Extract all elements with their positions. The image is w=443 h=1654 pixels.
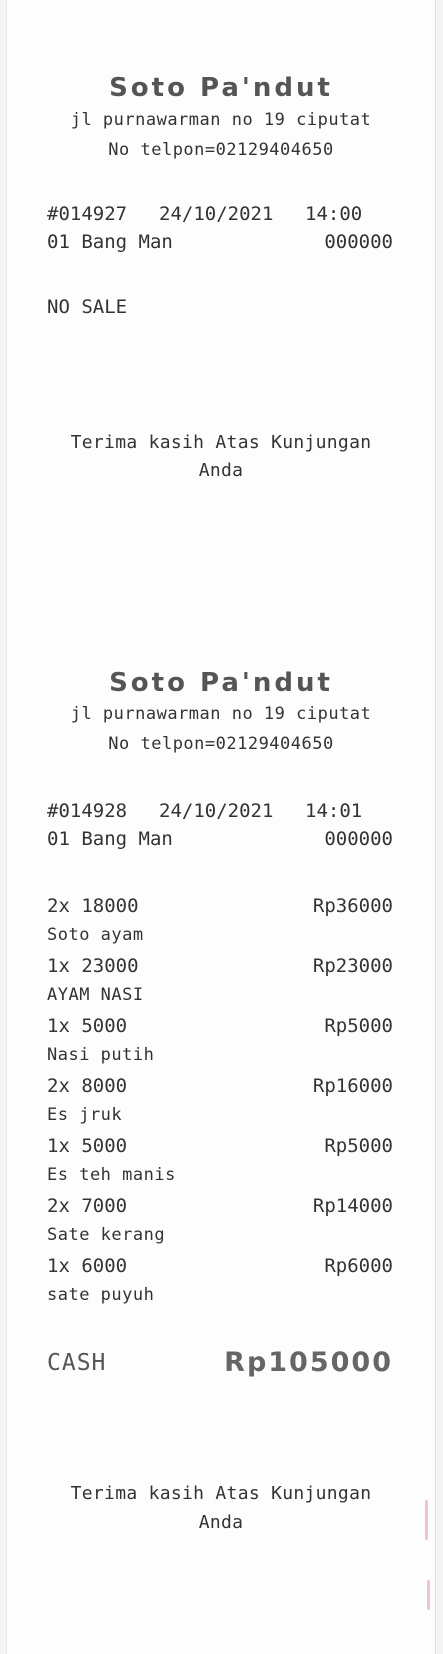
item-qty-price: 2x 7000 xyxy=(47,1195,128,1217)
item-qty-price: 1x 5000 xyxy=(47,1135,128,1157)
cashier-name: 01 Bang Man xyxy=(47,828,173,850)
receipt-time: 14:01 xyxy=(305,800,363,822)
item-name: Sate kerang xyxy=(47,1225,166,1245)
receipt-number: #014928 xyxy=(47,800,128,822)
thanks-line-2: Anda xyxy=(198,460,244,481)
store-name: Soto Pa'ndut xyxy=(109,668,333,698)
cashier-code: 000000 xyxy=(324,828,393,850)
cash-total: Rp105000 xyxy=(224,1347,393,1378)
cashier-name: 01 Bang Man xyxy=(47,231,173,253)
store-phone: No telpon=02129404650 xyxy=(108,140,334,160)
cash-label: CASH xyxy=(47,1350,107,1376)
store-address: jl purnawarman no 19 ciputat xyxy=(70,704,372,724)
receipt-number: #014927 xyxy=(47,203,128,225)
ink-smudge xyxy=(425,1500,428,1540)
item-name: AYAM NASI xyxy=(47,985,144,1005)
receipt-date: 24/10/2021 xyxy=(159,800,274,822)
item-name: Nasi putih xyxy=(47,1045,155,1065)
thanks-line-1: Terima kasih Atas Kunjungan xyxy=(70,1483,372,1504)
item-name: sate puyuh xyxy=(47,1285,155,1305)
item-amount: Rp6000 xyxy=(324,1255,393,1277)
item-name: Es jruk xyxy=(47,1105,123,1125)
item-qty-price: 1x 23000 xyxy=(47,955,139,977)
receipt-paper xyxy=(6,0,436,1654)
cashier-code: 000000 xyxy=(324,231,393,253)
thanks-line-1: Terima kasih Atas Kunjungan xyxy=(70,432,372,453)
item-amount: Rp5000 xyxy=(324,1135,393,1157)
item-qty-price: 1x 5000 xyxy=(47,1015,128,1037)
thanks-line-2: Anda xyxy=(198,1512,244,1533)
store-phone: No telpon=02129404650 xyxy=(108,734,334,754)
item-name: Es teh manis xyxy=(47,1165,176,1185)
receipt-time: 14:00 xyxy=(305,203,363,225)
item-amount: Rp36000 xyxy=(312,895,393,917)
no-sale-status: NO SALE xyxy=(47,296,128,318)
store-address: jl purnawarman no 19 ciputat xyxy=(70,110,372,130)
item-qty-price: 1x 6000 xyxy=(47,1255,128,1277)
item-amount: Rp14000 xyxy=(312,1195,393,1217)
item-qty-price: 2x 8000 xyxy=(47,1075,128,1097)
item-amount: Rp23000 xyxy=(312,955,393,977)
item-name: Soto ayam xyxy=(47,925,144,945)
item-amount: Rp16000 xyxy=(312,1075,393,1097)
store-name: Soto Pa'ndut xyxy=(109,73,333,103)
ink-smudge xyxy=(427,1580,430,1610)
item-qty-price: 2x 18000 xyxy=(47,895,139,917)
receipt-date: 24/10/2021 xyxy=(159,203,274,225)
item-amount: Rp5000 xyxy=(324,1015,393,1037)
